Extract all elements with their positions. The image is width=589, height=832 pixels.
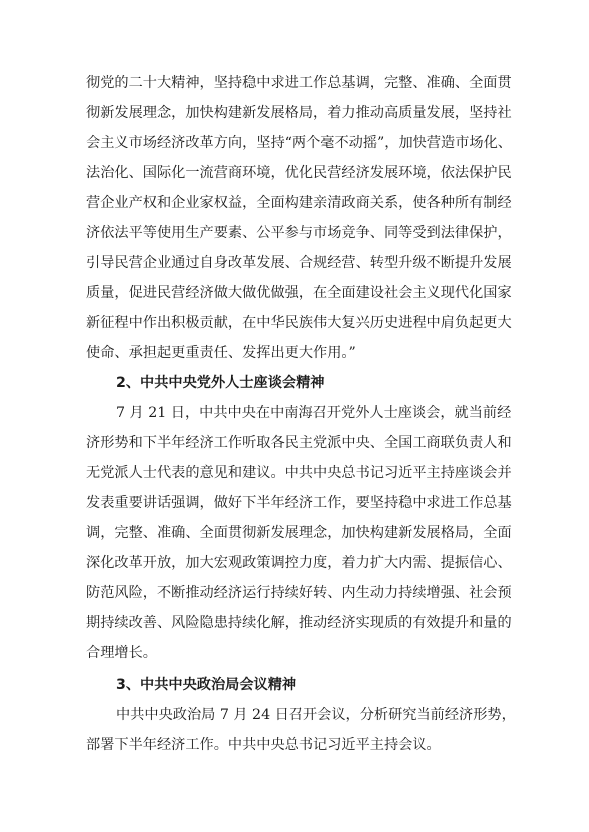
paragraph-line: 法治化、国际化一流营商环境，优化民营经济发展环境，依法保护民 — [86, 165, 512, 181]
paragraph-line: 新征程中作出积极贡献，在中华民族伟大复兴历史进程中肩负起更大 — [86, 315, 512, 331]
paragraph-line: 引导民营企业通过自身改革发展、合规经营、转型升级不断提升发展 — [86, 255, 512, 271]
paragraph-line: 部署下半年经济工作。中共中央总书记习近平主持会议。 — [86, 737, 441, 753]
section-heading: 2、中共中央党外人士座谈会精神 — [116, 375, 325, 391]
paragraph-line: 济形势和下半年经济工作听取各民主党派中央、全国工商联负责人和 — [86, 435, 512, 451]
paragraph-line: 深化改革开放，加大宏观政策调控力度，着力扩大内需、提振信心、 — [86, 555, 512, 571]
paragraph-line: 防范风险，不断推动经济运行持续好转、内生动力持续增强、社会预 — [86, 585, 512, 601]
paragraph-line: 期持续改善、风险隐患持续化解，推动经济实现质的有效提升和量的 — [86, 615, 512, 631]
paragraph-line: 济依法平等使用生产要素、公平参与市场竞争、同等受到法律保护， — [86, 225, 512, 241]
paragraph-line: 质量，促进民营经济做大做优做强，在全面建设社会主义现代化国家 — [86, 285, 512, 301]
paragraph-line: 调，完整、准确、全面贯彻新发展理念，加快构建新发展格局，全面 — [86, 525, 512, 541]
paragraph-line: 合理增长。 — [86, 645, 157, 661]
paragraph-line: 中共中央政治局 7 月 24 日召开会议，分析研究当前经济形势， — [116, 707, 516, 723]
section-heading: 3、中共中央政治局会议精神 — [116, 677, 297, 693]
paragraph-line: 发表重要讲话强调，做好下半年经济工作，要坚持稳中求进工作总基 — [86, 495, 512, 511]
paragraph-line: 使命、承担起更重责任、发挥出更大作用。” — [86, 345, 356, 361]
paragraph-line: 营企业产权和企业家权益，全面构建亲清政商关系，使各种所有制经 — [86, 195, 512, 211]
paragraph-line: 彻党的二十大精神，坚持稳中求进工作总基调，完整、准确、全面贯 — [86, 75, 512, 91]
paragraph-line: 7 月 21 日，中共中央在中南海召开党外人士座谈会，就当前经 — [116, 405, 512, 421]
paragraph-line: 彻新发展理念，加快构建新发展格局，着力推动高质量发展，坚持社 — [86, 105, 512, 121]
paragraph-line: 无党派人士代表的意见和建议。中共中央总书记习近平主持座谈会并 — [86, 465, 512, 481]
paragraph-line: 会主义市场经济改革方向，坚持“两个毫不动摇”，加快营造市场化、 — [86, 135, 512, 151]
